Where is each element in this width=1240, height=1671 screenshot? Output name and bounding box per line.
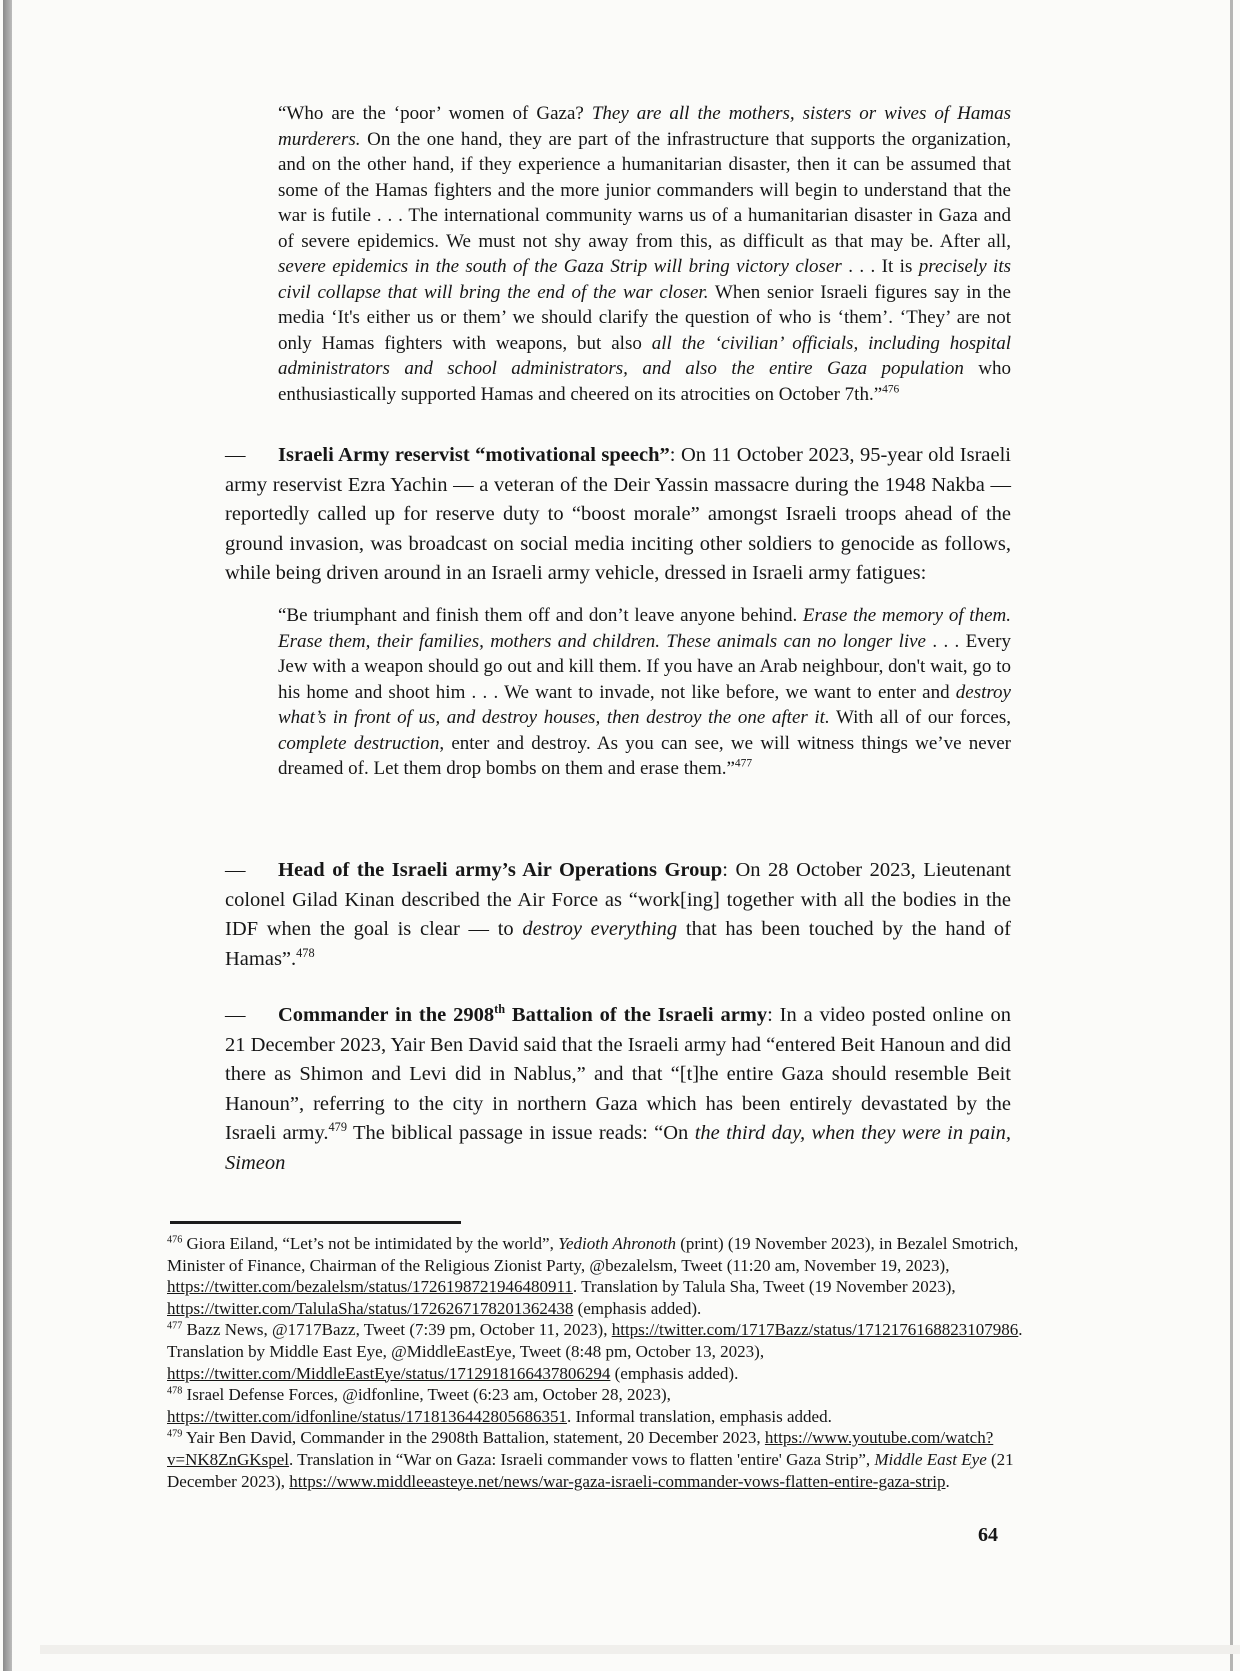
scan-edge-right — [1230, 0, 1233, 1671]
footnotes-section — [167, 1233, 1070, 1492]
paragraph-2908-battalion: — Commander in the 2908th Battalion of the Israeli army: In a video posted online on 21 December 2023, Yair Ben David said that the Israeli army had “entered Beit Hanoun and did there as Shimon and Levi did in Nablus,” and that “[t]he entire Gaza should resemble Beit Hanoun”, referring to the city in northern Gaza which has been entirely devastated by the Israeli army.$^{479}$ The biblical passage in issue reads: “On the third day, when they were in pain, Simeon — [225, 1002, 1012, 1174]
footnote-477: $^{477}$ Bazz News, @1717Bazz, Tweet (7:39 pm, October 11, 2023), https://twitter.com/1717Bazz/status/1712176168823107986. Translation by Middle East Eye, @MiddleEastEye, Tweet (8:48 pm, October 13, 2023), https://twitter.com/MiddleEastEye/status/1712918166437806294 (emphasis added). — [167, 1320, 1023, 1383]
footnote-476: $^{476}$ Giora Eiland, “Let’s not be intimidated by the world”, Yedioth Ahronoth (print) (19 November 2023), in Bezalel Smotrich, Minister of Finance, Chairman of the Religious Zionist Party, @bezalelsm, Tweet (11:20 am, November 19, 2023), https://twitter.com/bezalelsm/status/1726198721946480911. Translation by Talula Sha, Tweet (19 November 2023), https://twitter.com/TalulaSha/status/1726267178201362438 (emphasis added). — [167, 1234, 1019, 1318]
scan-artifact-bottom — [40, 1645, 1240, 1654]
url-text: https://www.middleeasteye.net/news/war-gaza-israeli-commander-vows-flatten-entire-gaza-strip — [289, 1471, 946, 1491]
block-quote-eiland: “Who are the ‘poor’ women of Gaza? They are all the mothers, sisters or wives of Hamas murderers. On the one hand, they are part of the infrastructure that supports the organization, and on the other hand, if they experience a humanitarian disaster, then it can be assumed that some of the Hamas fighters and the more junior commanders will begin to understand that the war is futile . . . The international community warns us of a humanitarian disaster in Gaza and of severe epidemics. We must not shy away from this, as difficult as that may be. After all, severe epidemics in the south of the Gaza Strip will bring victory closer . . . It is precisely its civil collapse that will bring the end of the war closer. When senior Israeli figures say in the media ‘It's either us or them’ we should clarify the question of who is ‘them’. ‘They’ are not only Hamas fighters with weapons, but also all the ‘civilian’ officials, including hospital administrators and school administrators, and also the entire Gaza population who enthusiastically supported Hamas and cheered on its atrocities on October 7th.”$^{476}$ — [278, 103, 1011, 405]
list-dash: — — [225, 444, 246, 466]
list-dash: — — [225, 859, 246, 881]
scan-edge-left — [3, 0, 12, 1671]
paragraph-air-operations: — Head of the Israeli army’s Air Operations Group: On 28 October 2023, Lieutenant colonel Gilad Kinan described the Air Force as “work[ing] together with all the bodies in the IDF when the goal is clear — to destroy everything that has been touched by the hand of Hamas”.$^{478}$ — [225, 856, 1011, 974]
url-text: https://twitter.com/bezalelsm/status/1726198721946480911 — [167, 1277, 573, 1297]
page-number: 64 — [978, 1524, 998, 1546]
url-text: https://twitter.com/MiddleEastEye/status/1712918166437806294 — [167, 1363, 611, 1383]
footnote-478: $^{478}$ Israel Defense Forces, @idfonline, Tweet (6:23 am, October 28, 2023), https://twitter.com/idfonline/status/1718136442805686351. Informal translation, emphasis added. — [167, 1385, 832, 1426]
footnote-479: $^{479}$ Yair Ben David, Commander in the 2908th Battalion, statement, 20 December 2023, https://www.youtube.com/watch?v=NK8ZnGKspel. Translation in “War on Gaza: Israeli commander vows to flatten 'entire' Gaza Strip”, Middle East Eye (21 December 2023), https://www.middleeasteye.net/news/war-gaza-israeli-commander-vows-flatten-entire-gaza-strip. — [167, 1428, 1014, 1491]
url-text: https://www.youtube.com/watch?v=NK8ZnGKspel — [167, 1428, 994, 1469]
url-text: https://twitter.com/TalulaSha/status/1726267178201362438 — [167, 1298, 574, 1318]
list-dash: — — [225, 1004, 246, 1026]
block-quote-yachin: “Be triumphant and finish them off and don’t leave anyone behind. Erase the memory of them. Erase them, their families, mothers and children. These animals can no longer live . . . Every Jew with a weapon should go out and kill them. If you have an Arab neighbour, don't wait, go to his home and shoot him . . . We want to invade, not like before, we want to enter and destroy what’s in front of us, and destroy houses, then destroy the one after it. With all of our forces, complete destruction, enter and destroy. As you can see, we will witness things we’ve never dreamed of. Let them drop bombs on them and erase them.”$^{477}$ — [278, 605, 1011, 779]
url-text: https://twitter.com/idfonline/status/1718136442805686351 — [167, 1406, 567, 1426]
url-text: https://twitter.com/1717Bazz/status/1712176168823107986 — [611, 1320, 1019, 1340]
footnote-separator — [170, 1221, 461, 1224]
paragraph-reservist-speech: — Israeli Army reservist “motivational speech”: On 11 October 2023, 95-year old Israeli army reservist Ezra Yachin — a veteran of the Deir Yassin massacre during the 1948 Nakba — reportedly called up for reserve duty to “boost morale” amongst Israeli troops ahead of the ground invasion, was broadcast on social media inciting other soldiers to genocide as follows, while being driven around in an Israeli army vehicle, dressed in Israeli army fatigues: — [225, 441, 1011, 589]
